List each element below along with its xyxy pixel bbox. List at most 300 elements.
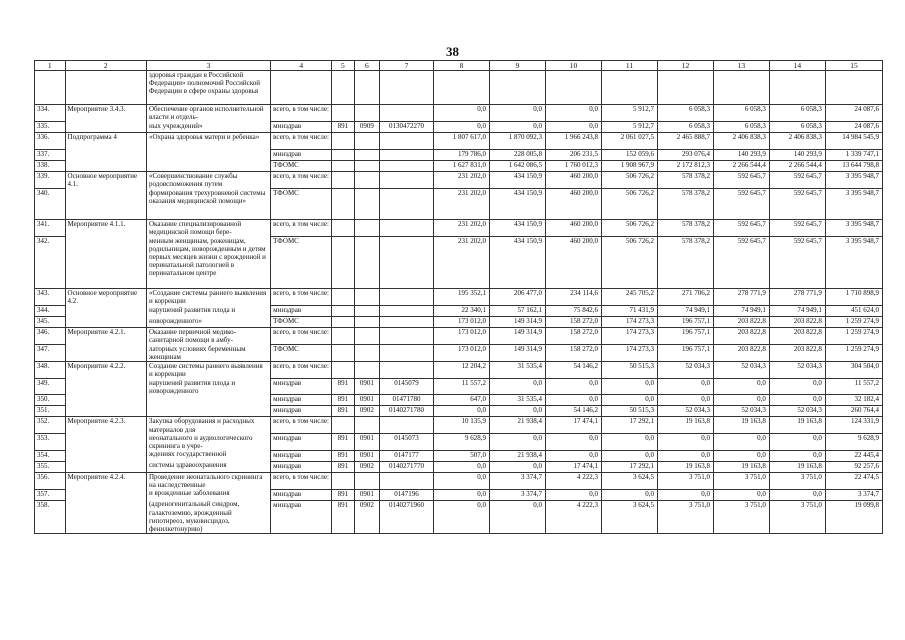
table-row [35, 345, 883, 362]
column-number-row [35, 61, 883, 71]
measure-description: «Охрана здоровья матери и ребенка» [146, 133, 270, 150]
year-value: 460 200,0 [545, 237, 601, 289]
year-value: 19 163,8 [713, 417, 769, 434]
year-value: 0,0 [434, 406, 490, 417]
year-value: 3 374,7 [490, 472, 546, 489]
row-number: 339. [35, 172, 66, 189]
funding-source: минздрав [271, 395, 332, 406]
table-row [35, 237, 883, 289]
year-value: 0,0 [545, 489, 601, 500]
code-target: 0130472270 [380, 122, 434, 133]
year-value: 149 314,9 [490, 345, 546, 362]
code-grbs [332, 172, 354, 189]
total-value: 13 644 798,8 [825, 161, 882, 172]
measure-description: формирования трехуровневой системы оказания медицинской помощи» [146, 189, 270, 220]
code-grbs [332, 189, 354, 220]
funding-source: всего, в том числе: [271, 362, 332, 379]
measure-description: ных учреждений» [146, 122, 270, 133]
row-number: 351. [35, 406, 66, 417]
column-number: 7 [380, 61, 434, 71]
year-value: 19 163,8 [713, 461, 769, 472]
year-value: 647,0 [434, 395, 490, 406]
funding-source: минздрав [271, 379, 332, 395]
year-value: 19 163,8 [769, 461, 825, 472]
year-value [769, 71, 825, 105]
funding-source: ТФОМС [271, 317, 332, 328]
year-value: 10 135,9 [434, 417, 490, 434]
year-value: 21 938,4 [490, 450, 546, 461]
year-value: 9 628,9 [434, 434, 490, 450]
row-number: 341. [35, 220, 66, 237]
year-value: 5 912,7 [601, 105, 657, 122]
year-value: 0,0 [657, 379, 713, 395]
year-value: 174 273,3 [601, 317, 657, 328]
year-value: 158 272,0 [545, 345, 601, 362]
funding-source: всего, в том числе: [271, 172, 332, 189]
row-number: 353. [35, 434, 66, 450]
year-value: 4 222,3 [545, 472, 601, 489]
code-section: 0902 [354, 406, 379, 417]
year-value: 3 751,0 [713, 472, 769, 489]
code-section: 0901 [354, 450, 379, 461]
year-value: 6 058,3 [657, 122, 713, 133]
year-value: 1 966 243,8 [545, 133, 601, 150]
code-section [354, 237, 379, 289]
page-number: 38 [446, 44, 459, 59]
total-value: 14 984 545,9 [825, 133, 882, 150]
measure-name [65, 306, 146, 317]
code-section [354, 161, 379, 172]
year-value: 231 202,0 [434, 172, 490, 189]
code-target [380, 306, 434, 317]
table-row [35, 133, 883, 150]
year-value: 460 200,0 [545, 189, 601, 220]
year-value: 0,0 [769, 450, 825, 461]
measure-description: латорных условиях беременным женщинам [146, 345, 270, 362]
year-value: 6 058,3 [713, 122, 769, 133]
year-value: 0,0 [490, 105, 546, 122]
year-value: 174 273,3 [601, 328, 657, 345]
total-value: 24 087,6 [825, 105, 882, 122]
year-value: 6 058,3 [769, 105, 825, 122]
year-value: 21 938,4 [490, 417, 546, 434]
year-value: 0,0 [713, 379, 769, 395]
year-value: 592 645,7 [769, 189, 825, 220]
year-value: 1 627 831,0 [434, 161, 490, 172]
year-value: 2 406 838,3 [713, 133, 769, 150]
year-value: 158 272,0 [545, 317, 601, 328]
year-value: 0,0 [490, 500, 546, 533]
measure-description: новорожденного» [146, 317, 270, 328]
code-section [354, 306, 379, 317]
code-grbs: 891 [332, 122, 354, 133]
funding-source: ТФОМС [271, 345, 332, 362]
table-row [35, 306, 883, 317]
measure-name [65, 500, 146, 533]
row-number [35, 71, 66, 105]
funding-source: минздрав [271, 461, 332, 472]
column-number: 11 [601, 61, 657, 71]
year-value: 54 146,2 [545, 362, 601, 379]
code-target [380, 105, 434, 122]
year-value: 17 474,1 [545, 417, 601, 434]
year-value: 149 314,9 [490, 328, 546, 345]
year-value: 0,0 [769, 489, 825, 500]
year-value: 0,0 [713, 434, 769, 450]
column-number: 10 [545, 61, 601, 71]
year-value: 3 751,0 [713, 500, 769, 533]
funding-source: всего, в том числе: [271, 133, 332, 150]
year-value: 19 163,8 [769, 417, 825, 434]
code-section [354, 189, 379, 220]
code-grbs [332, 306, 354, 317]
total-value: 304 504,0 [825, 362, 882, 379]
year-value: 245 705,2 [601, 289, 657, 306]
row-number: 355. [35, 461, 66, 472]
year-value: 2 406 838,3 [769, 133, 825, 150]
code-section [354, 172, 379, 189]
measure-name [65, 489, 146, 500]
total-value: 1 339 747,1 [825, 150, 882, 161]
year-value: 592 645,7 [769, 220, 825, 237]
year-value [601, 71, 657, 105]
measure-name [65, 395, 146, 406]
code-target [380, 472, 434, 489]
total-value: 92 257,6 [825, 461, 882, 472]
year-value: 74 949,1 [769, 306, 825, 317]
code-target: 0147196 [380, 489, 434, 500]
measure-name [65, 379, 146, 395]
funding-source: минздрав [271, 489, 332, 500]
funding-source: минздрав [271, 122, 332, 133]
total-value: 451 624,0 [825, 306, 882, 317]
row-number: 352. [35, 417, 66, 434]
year-value: 0,0 [657, 450, 713, 461]
row-number: 358. [35, 500, 66, 533]
code-target [380, 133, 434, 150]
funding-source: всего, в том числе: [271, 220, 332, 237]
measure-description: нарушений развития плода и новорожденного [146, 379, 270, 395]
code-target: 0147177 [380, 450, 434, 461]
year-value: 0,0 [769, 434, 825, 450]
measure-description: и врожденные заболевания [146, 489, 270, 500]
year-value: 0,0 [769, 395, 825, 406]
total-value [825, 71, 882, 105]
year-value: 592 645,7 [769, 172, 825, 189]
funding-source: минздрав [271, 500, 332, 533]
year-value: 0,0 [490, 379, 546, 395]
code-section: 0901 [354, 379, 379, 395]
code-target [380, 189, 434, 220]
year-value: 3 751,0 [657, 472, 713, 489]
measure-name [65, 345, 146, 362]
total-value: 1 259 274,9 [825, 317, 882, 328]
year-value: 0,0 [713, 395, 769, 406]
year-value: 173 012,0 [434, 328, 490, 345]
year-value: 75 842,6 [545, 306, 601, 317]
measure-name [65, 317, 146, 328]
row-number: 335. [35, 122, 66, 133]
year-value: 0,0 [434, 105, 490, 122]
year-value: 434 150,9 [490, 189, 546, 220]
year-value: 434 150,9 [490, 220, 546, 237]
table-row [35, 328, 883, 345]
column-number: 8 [434, 61, 490, 71]
year-value: 231 202,0 [434, 189, 490, 220]
measure-name: Мероприятие 4.2.2. [65, 362, 146, 379]
code-section [354, 289, 379, 306]
year-value: 2 172 812,3 [657, 161, 713, 172]
year-value: 507,0 [434, 450, 490, 461]
code-target: 0140271960 [380, 500, 434, 533]
year-value: 140 293,9 [713, 150, 769, 161]
code-section [354, 417, 379, 434]
code-target [380, 317, 434, 328]
measure-description: Проведение неонатального скрининга на наследственные [146, 472, 270, 489]
year-value: 54 146,2 [545, 406, 601, 417]
total-value: 3 374,7 [825, 489, 882, 500]
total-value: 124 331,9 [825, 417, 882, 434]
table-row [35, 105, 883, 122]
total-value: 3 395 948,7 [825, 189, 882, 220]
code-grbs [332, 289, 354, 306]
year-value: 506 726,2 [601, 220, 657, 237]
code-target [380, 289, 434, 306]
code-target: 01471780 [380, 395, 434, 406]
year-value: 2 266 544,4 [713, 161, 769, 172]
code-grbs: 891 [332, 489, 354, 500]
column-number: 15 [825, 61, 882, 71]
year-value: 592 645,7 [769, 237, 825, 289]
year-value: 52 034,3 [769, 362, 825, 379]
table-row [35, 317, 883, 328]
year-value: 592 645,7 [713, 172, 769, 189]
table-row [35, 71, 883, 105]
year-value: 158 272,0 [545, 328, 601, 345]
row-number: 342. [35, 237, 66, 289]
year-value: 31 535,4 [490, 362, 546, 379]
funding-source: минздрав [271, 450, 332, 461]
measure-name [65, 150, 146, 161]
code-grbs: 891 [332, 395, 354, 406]
total-value: 3 395 948,7 [825, 220, 882, 237]
total-value: 11 557,2 [825, 379, 882, 395]
row-number: 338. [35, 161, 66, 172]
year-value: 50 515,3 [601, 362, 657, 379]
table-row [35, 150, 883, 161]
measure-name [65, 161, 146, 172]
column-number: 9 [490, 61, 546, 71]
measure-name [65, 71, 146, 105]
year-value: 3 751,0 [769, 500, 825, 533]
year-value: 0,0 [545, 395, 601, 406]
measure-description [146, 161, 270, 172]
measure-description: нарушений развития плода и [146, 306, 270, 317]
total-value: 22 474,5 [825, 472, 882, 489]
table-row [35, 489, 883, 500]
table-row [35, 434, 883, 450]
year-value: 271 706,2 [657, 289, 713, 306]
code-section [354, 220, 379, 237]
code-grbs: 891 [332, 406, 354, 417]
year-value: 434 150,9 [490, 172, 546, 189]
year-value: 434 150,9 [490, 237, 546, 289]
measure-description [146, 395, 270, 406]
year-value: 460 200,0 [545, 172, 601, 189]
year-value: 592 645,7 [713, 220, 769, 237]
column-number: 6 [354, 61, 379, 71]
code-grbs: 891 [332, 500, 354, 533]
table-row [35, 289, 883, 306]
total-value: 3 395 948,7 [825, 237, 882, 289]
total-value: 9 628,9 [825, 434, 882, 450]
year-value: 203 822,8 [769, 317, 825, 328]
measure-description [146, 150, 270, 161]
year-value: 0,0 [769, 379, 825, 395]
year-value: 3 751,0 [657, 500, 713, 533]
year-value: 1 870 092,3 [490, 133, 546, 150]
year-value: 203 822,8 [713, 345, 769, 362]
code-target [380, 417, 434, 434]
table-row [35, 395, 883, 406]
funding-source: всего, в том числе: [271, 472, 332, 489]
funding-source: ТФОМС [271, 161, 332, 172]
code-grbs [332, 345, 354, 362]
year-value [545, 71, 601, 105]
code-section: 0902 [354, 500, 379, 533]
year-value: 74 949,1 [657, 306, 713, 317]
row-number: 357. [35, 489, 66, 500]
measure-name: Мероприятие 4.1.1. [65, 220, 146, 237]
row-number: 348. [35, 362, 66, 379]
total-value: 1 259 274,9 [825, 328, 882, 345]
row-number: 334. [35, 105, 66, 122]
year-value: 31 535,4 [490, 395, 546, 406]
code-section [354, 317, 379, 328]
table-row [35, 406, 883, 417]
measure-description: «Совершенствование службы родовспоможения путем [146, 172, 270, 189]
code-grbs [332, 105, 354, 122]
year-value: 0,0 [545, 105, 601, 122]
year-value: 3 624,5 [601, 472, 657, 489]
code-target [380, 328, 434, 345]
measure-description [146, 406, 270, 417]
code-section: 0901 [354, 489, 379, 500]
year-value: 1 642 086,5 [490, 161, 546, 172]
year-value: 228 005,8 [490, 150, 546, 161]
year-value: 0,0 [657, 395, 713, 406]
measure-name [65, 406, 146, 417]
code-target [380, 220, 434, 237]
year-value: 0,0 [545, 122, 601, 133]
column-number: 12 [657, 61, 713, 71]
code-grbs [332, 161, 354, 172]
year-value: 293 076,4 [657, 150, 713, 161]
year-value: 0,0 [490, 406, 546, 417]
funding-source: минздрав [271, 406, 332, 417]
code-target [380, 161, 434, 172]
column-number: 4 [271, 61, 332, 71]
table-row [35, 220, 883, 237]
funding-source [271, 71, 332, 105]
table-row [35, 172, 883, 189]
table-row [35, 472, 883, 489]
year-value: 52 034,3 [713, 406, 769, 417]
table-row [35, 379, 883, 395]
year-value: 203 822,8 [769, 345, 825, 362]
year-value: 506 726,2 [601, 172, 657, 189]
code-grbs [332, 133, 354, 150]
year-value: 506 726,2 [601, 237, 657, 289]
code-grbs [332, 220, 354, 237]
year-value: 12 204,2 [434, 362, 490, 379]
year-value: 3 751,0 [769, 472, 825, 489]
row-number: 343. [35, 289, 66, 306]
year-value: 592 645,7 [713, 237, 769, 289]
row-number: 346. [35, 328, 66, 345]
year-value: 19 163,8 [657, 461, 713, 472]
total-value: 3 395 948,7 [825, 172, 882, 189]
code-target [380, 345, 434, 362]
year-value: 0,0 [490, 461, 546, 472]
code-target: 0140271770 [380, 461, 434, 472]
year-value: 592 645,7 [713, 189, 769, 220]
row-number: 344. [35, 306, 66, 317]
year-value: 578 378,2 [657, 172, 713, 189]
year-value: 578 378,2 [657, 189, 713, 220]
measure-description: (адреногенитальный синдром, галактоземию, врожденный гипотиреоз, муковисцидоз, фенилкетонурию) [146, 500, 270, 533]
year-value [490, 71, 546, 105]
measure-name [65, 237, 146, 289]
year-value: 1 760 012,3 [545, 161, 601, 172]
year-value: 206 231,5 [545, 150, 601, 161]
code-target [380, 172, 434, 189]
funding-source: всего, в том числе: [271, 417, 332, 434]
measure-name: Мероприятие 4.2.3. [65, 417, 146, 434]
year-value: 0,0 [601, 450, 657, 461]
row-number: 340. [35, 189, 66, 220]
code-target [380, 150, 434, 161]
funding-source: всего, в том числе: [271, 105, 332, 122]
measure-name: Основное мероприятие 4.1. [65, 172, 146, 189]
year-value: 231 202,0 [434, 220, 490, 237]
measure-name [65, 434, 146, 450]
measure-name [65, 122, 146, 133]
funding-source: всего, в том числе: [271, 289, 332, 306]
funding-source: всего, в том числе: [271, 328, 332, 345]
total-value: 260 764,4 [825, 406, 882, 417]
code-target: 0140271780 [380, 406, 434, 417]
year-value: 2 061 027,5 [601, 133, 657, 150]
code-target [380, 71, 434, 105]
funding-source: ТФОМС [271, 189, 332, 220]
year-value: 52 034,3 [769, 406, 825, 417]
year-value: 196 757,1 [657, 317, 713, 328]
measure-description: Оказание первичной медико-санитарной помощи в амбу- [146, 328, 270, 345]
column-number: 5 [332, 61, 354, 71]
year-value [434, 71, 490, 105]
code-target [380, 362, 434, 379]
year-value: 0,0 [434, 489, 490, 500]
year-value: 196 757,1 [657, 328, 713, 345]
total-value: 19 099,8 [825, 500, 882, 533]
measure-description: здоровья граждан в Российской Федерации» полномочий Российской Федерации в сфере охраны здоровья [146, 71, 270, 105]
year-value: 149 314,9 [490, 317, 546, 328]
budget-table [34, 60, 883, 534]
year-value: 0,0 [601, 379, 657, 395]
year-value: 3 374,7 [490, 489, 546, 500]
row-number: 354. [35, 450, 66, 461]
